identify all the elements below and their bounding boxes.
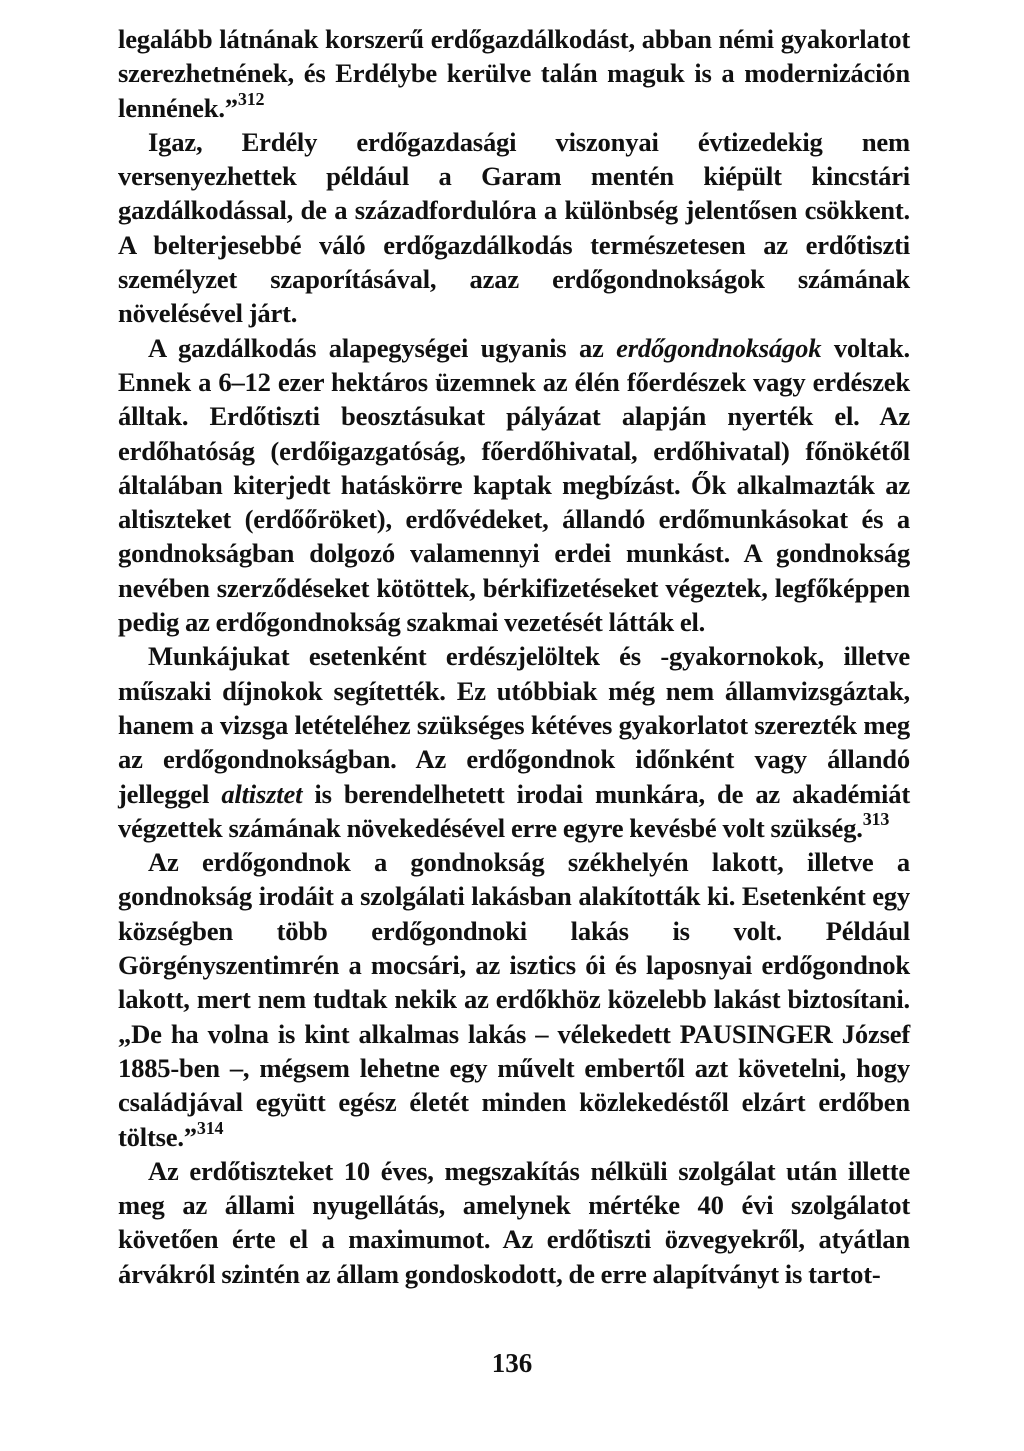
paragraph-6-text-1: Az erdőtiszteket 10 éves, megszakítás nélküli szolgálat után illette meg az állami nyugellátás, amelynek mértéke 40 évi szolgálatot követően érte el a maximumot. Az erdőtiszti özvegyekről, atyátlan árvákról szintén az állam gondoskodott, de erre alapítványt is tartot-: [118, 1155, 910, 1289]
paragraph-4-text-2: is berendelhetett irodai munkára, de az akadémiát végzettek számának növekedésével erre egyre kevésbé volt szükség.: [118, 778, 910, 843]
page-number: 136: [491, 1348, 533, 1378]
italic-term-erdogondnoksagok: erdőgondnokságok: [616, 332, 822, 363]
paragraph-3: [118, 331, 910, 640]
footnote-ref-313: 313: [862, 808, 890, 829]
paragraph-4-text-1: Munkájukat esetenként erdészjelöltek és -gyakornokok, illetve műszaki díjnokok segítették. Ez utóbbiak még nem államvizsgáztak, hanem a vizsga letételéhez szükséges kétéves gyakorlatot szerezték meg az erdőgondnokságban. Az erdőgondnok időnként vagy állandó jelleggel: [118, 641, 910, 809]
page-body: [118, 22, 910, 1291]
paragraph-3-text-1: A gazdálkodás alapegységei ugyanis az: [148, 332, 617, 363]
paragraph-4: [118, 639, 910, 845]
paragraph-2-text-1: Igaz, Erdély erdőgazdasági viszonyai évtizedekig nem versenyezhettek például a Garam mentén kiépült kincstári gazdálkodással, de a századfordulóra a különbség jelentősen csökkent. A belterjesebbé váló erdőgazdálkodás természetesen az erdőtiszti személyzet szaporításával, azaz erdőgondnokságok számának növelésével járt.: [118, 126, 910, 329]
italic-term-altisztet: altisztet: [221, 778, 303, 809]
paragraph-5: [118, 845, 910, 1154]
paragraph-1-text-1: legalább látnának korszerű erdőgazdálkodást, abban némi gyakorlatot szerezhetnének, és Erdélybe kerülve talán maguk is a modernizáción lennének.”: [118, 24, 910, 123]
paragraph-2: [118, 125, 910, 331]
paragraph-5-text-1: Az erdőgondnok a gondnokság székhelyén lakott, illetve a gondnokság irodáit a szolgálati lakásban alakították ki. Esetenként egy községben több erdőgondnoki lakás is volt. Például Görgényszentimrén a mocsári, az isztics ói és laposnyai erdőgondnok lakott, mert nem tudtak nekik az erdőkhöz közelebb lakást biztosítani. „De ha volna is kint alkalmas lakás – vélekedett PAUSINGER József 1885-ben –, mégsem lehetne egy művelt embertől azt követelni, hogy családjával együtt egész életét minden közlekedéstől elzárt erdőben töltse.”: [118, 847, 910, 1152]
paragraph-3-text-2: voltak. Ennek a 6–12 ezer hektáros üzemnek az élén főerdészek vagy erdészek álltak. Erdőtiszti beosztásukat pályázat alapján nyerték el. Az erdőhatóság (erdőigazgatóság, főerdőhivatal, erdőhivatal) főnökétől általában kiterjedt hatáskörre kaptak megbízást. Ők alkalmazták az altiszteket (erdőőröket), erdővédeket, állandó erdőmunkásokat és a gondnokságban dolgozó valamennyi erdei munkást. A gondnokság nevében szerződéseket kötöttek, bérkifizetéseket végeztek, legfőképpen pedig az erdőgondnokság szakmai vezetését látták el.: [118, 332, 911, 638]
paragraph-1: [118, 22, 910, 125]
footnote-ref-314: 314: [196, 1117, 224, 1138]
footnote-ref-312: 312: [237, 88, 265, 109]
paragraph-6: [118, 1154, 910, 1291]
